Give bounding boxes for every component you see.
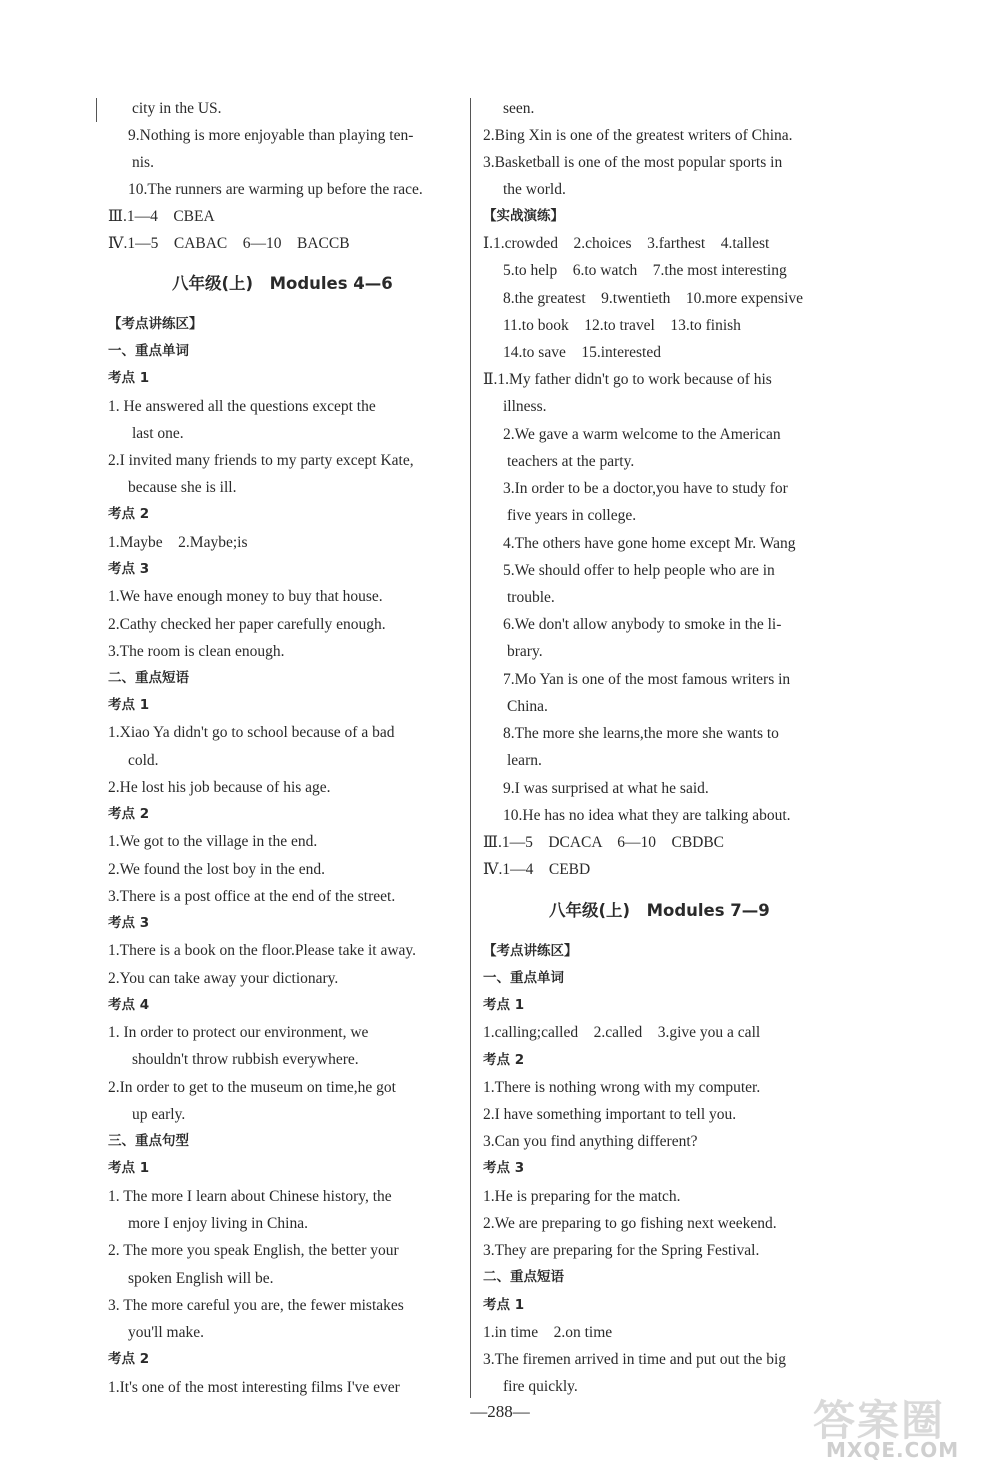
answer-line: 2.Cathy checked her paper carefully enough. <box>108 616 386 633</box>
answer-line: 9.I was surprised at what he said. <box>503 780 709 797</box>
answer-line: 3.Can you find anything different? <box>483 1133 698 1150</box>
answer-line: 2.We gave a warm welcome to the American <box>503 426 781 443</box>
answer-line: five years in college. <box>507 507 637 524</box>
section-title: 八年级(上) Modules 7—9 <box>549 901 770 920</box>
answer-line: 1.We have enough money to buy that house. <box>108 588 383 605</box>
answer-line: 2.In order to get to the museum on time,he got <box>108 1079 396 1096</box>
answer-line: 2.Bing Xin is one of the greatest writers of China. <box>483 127 793 144</box>
answer-line: the world. <box>503 181 566 198</box>
answer-line: 3. The more careful you are, the fewer mistakes <box>108 1297 404 1314</box>
answer-line: Ⅲ.1—4 CBEA <box>108 208 215 225</box>
answer-line: 1.There is nothing wrong with my computer. <box>483 1079 761 1096</box>
answer-line: 7.Mo Yan is one of the most famous writers in <box>503 671 791 688</box>
answer-line: 3.In order to be a doctor,you have to study for <box>503 480 788 497</box>
point-label: 考点 2 <box>108 506 150 522</box>
answer-line: 2.I have something important to tell you. <box>483 1106 737 1123</box>
answer-line: last one. <box>132 425 184 442</box>
answer-line: 1.calling;called 2.called 3.give you a call <box>483 1024 761 1041</box>
left-rule <box>96 98 97 122</box>
answer-line: 3.There is a post office at the end of the street. <box>108 888 396 905</box>
point-label: 考点 3 <box>108 915 150 931</box>
answer-line: Ⅲ.1—5 DCACA 6—10 CBDBC <box>483 834 725 851</box>
watermark-logo: 答案圈 <box>813 1396 946 1445</box>
answer-line: 11.to book 12.to travel 13.to finish <box>503 317 741 334</box>
answer-line: 1.Xiao Ya didn't go to school because of a bad <box>108 724 395 741</box>
point-label: 考点 4 <box>108 997 150 1013</box>
section-label: 【考点讲练区】 <box>108 316 203 332</box>
answer-line: 2.We found the lost boy in the end. <box>108 861 326 878</box>
point-label: 考点 1 <box>483 1297 525 1313</box>
point-label: 考点 2 <box>108 806 150 822</box>
answer-line: 4.The others have gone home except Mr. Wang <box>503 535 796 552</box>
answer-line: learn. <box>507 752 542 769</box>
subsection-heading: 一、重点单词 <box>483 970 564 986</box>
answer-line: Ⅰ.1.crowded 2.choices 3.farthest 4.tallest <box>483 235 770 252</box>
answer-line: teachers at the party. <box>507 453 635 470</box>
answer-line: up early. <box>132 1106 186 1123</box>
answer-line: 3.Basketball is one of the most popular sports in <box>483 154 783 171</box>
subsection-heading: 二、重点短语 <box>483 1269 564 1285</box>
point-label: 考点 3 <box>108 561 150 577</box>
answer-line: 8.The more she learns,the more she wants to <box>503 725 779 742</box>
answer-line: 1.There is a book on the floor.Please take it away. <box>108 942 417 959</box>
point-label: 考点 1 <box>108 697 150 713</box>
answer-line: 2.We are preparing to go fishing next weekend. <box>483 1215 777 1232</box>
point-label: 考点 1 <box>108 370 150 386</box>
answer-line: because she is ill. <box>128 479 237 496</box>
point-label: 考点 1 <box>483 997 525 1013</box>
point-label: 考点 1 <box>108 1160 150 1176</box>
answer-line: 3.The firemen arrived in time and put out the big <box>483 1351 787 1368</box>
answer-line: shouldn't throw rubbish everywhere. <box>132 1051 359 1068</box>
answer-line: 2.You can take away your dictionary. <box>108 970 339 987</box>
section-label: 【考点讲练区】 <box>483 943 578 959</box>
section-label: 【实战演练】 <box>483 208 564 224</box>
answer-line: fire quickly. <box>503 1378 578 1395</box>
answer-line: China. <box>507 698 548 715</box>
subsection-heading: 二、重点短语 <box>108 670 189 686</box>
answer-line: 1. He answered all the questions except the <box>108 398 376 415</box>
column-divider <box>470 98 471 1398</box>
answer-line: Ⅳ.1—5 CABAC 6—10 BACCB <box>108 235 350 252</box>
answer-line: 10.The runners are warming up before the race. <box>128 181 423 198</box>
answer-line: 2.I invited many friends to my party except Kate, <box>108 452 414 469</box>
answer-line: 1. In order to protect our environment, we <box>108 1024 369 1041</box>
answer-line: 1.He is preparing for the match. <box>483 1188 681 1205</box>
answer-line: more I enjoy living in China. <box>128 1215 308 1232</box>
answer-line: 3.The room is clean enough. <box>108 643 285 660</box>
answer-line: 3.They are preparing for the Spring Festival. <box>483 1242 760 1259</box>
subsection-heading: 三、重点句型 <box>108 1133 189 1149</box>
answer-line: 10.He has no idea what they are talking about. <box>503 807 791 824</box>
answer-line: Ⅳ.1—4 CEBD <box>483 861 591 878</box>
answer-line: 5.to help 6.to watch 7.the most interesting <box>503 262 787 279</box>
answer-line: 6.We don't allow anybody to smoke in the li- <box>503 616 782 633</box>
page-number: —288— <box>470 1402 530 1421</box>
answer-line: trouble. <box>507 589 555 606</box>
section-title: 八年级(上) Modules 4—6 <box>172 274 393 293</box>
answer-line: 5.We should offer to help people who are in <box>503 562 775 579</box>
answer-line: 9.Nothing is more enjoyable than playing ten- <box>128 127 414 144</box>
answer-line: brary. <box>507 643 543 660</box>
answer-line: 14.to save 15.interested <box>503 344 661 361</box>
point-label: 考点 2 <box>483 1052 525 1068</box>
answer-line: 8.the greatest 9.twentieth 10.more expensive <box>503 290 804 307</box>
point-label: 考点 2 <box>108 1351 150 1367</box>
point-label: 考点 3 <box>483 1160 525 1176</box>
answer-line: 1.We got to the village in the end. <box>108 833 318 850</box>
answer-line: 2.He lost his job because of his age. <box>108 779 331 796</box>
answer-line: you'll make. <box>128 1324 204 1341</box>
answer-line: city in the US. <box>132 100 222 117</box>
answer-line: 1.in time 2.on time <box>483 1324 613 1341</box>
answer-line: seen. <box>503 100 535 117</box>
watermark <box>808 1388 983 1468</box>
answer-line: spoken English will be. <box>128 1270 274 1287</box>
answer-line: 1.It's one of the most interesting films I've ever <box>108 1379 400 1396</box>
answer-line: 1.Maybe 2.Maybe;is <box>108 534 248 551</box>
answer-line: 2. The more you speak English, the better your <box>108 1242 399 1259</box>
answer-line: nis. <box>132 154 154 171</box>
answer-line: illness. <box>503 398 547 415</box>
watermark-url: MXQE.COM <box>826 1438 960 1462</box>
answer-line: cold. <box>128 752 159 769</box>
subsection-heading: 一、重点单词 <box>108 343 189 359</box>
answer-line: Ⅱ.1.My father didn't go to work because of his <box>483 371 772 388</box>
answer-line: 1. The more I learn about Chinese history, the <box>108 1188 392 1205</box>
